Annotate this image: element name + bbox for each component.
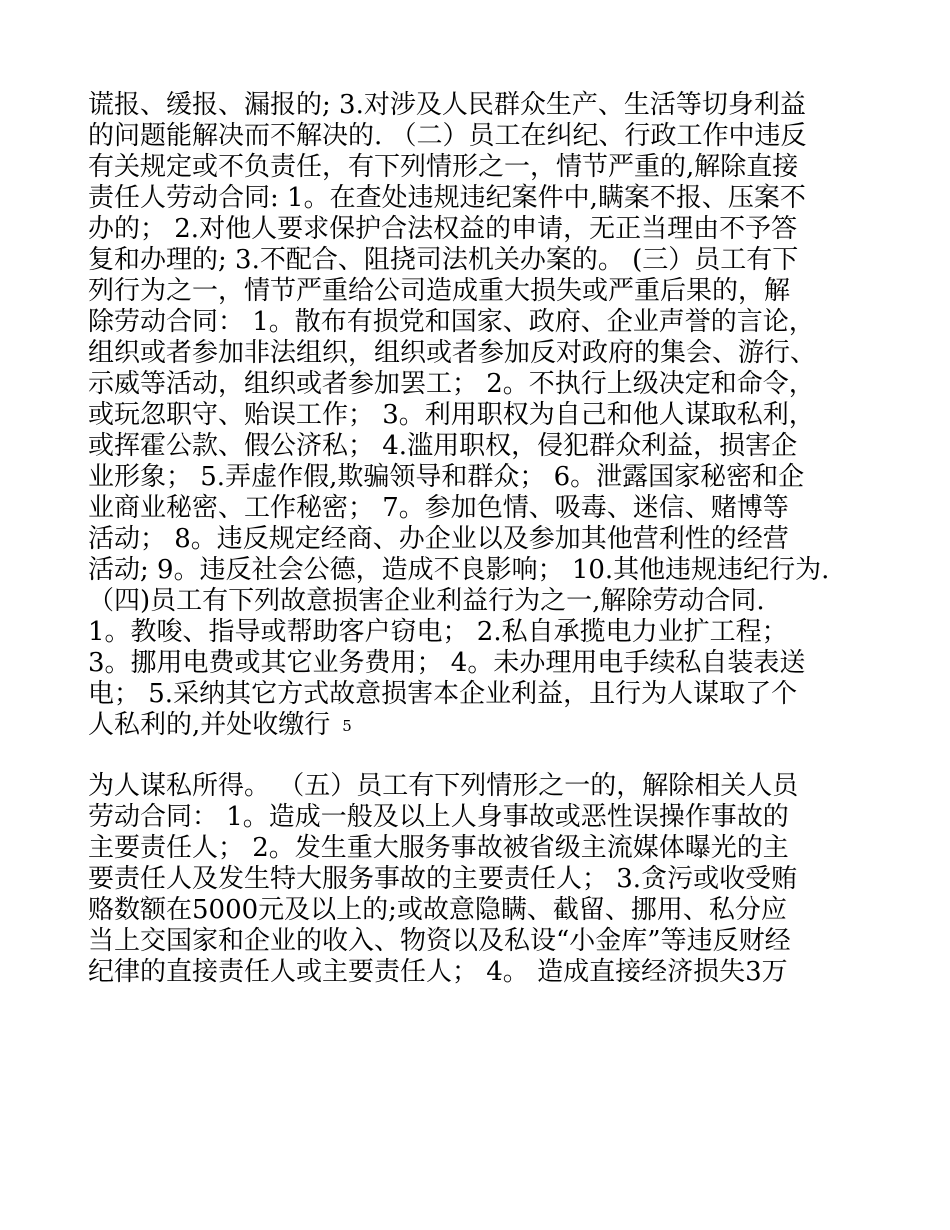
text-line: 3。挪用电费或其它业务费用； 4。未办理用电手续私自装表送 (88, 648, 806, 678)
text-line: 纪律的直接责任人或主要责任人； 4。 造成直接经济损失3万 (88, 957, 788, 987)
page-break-gap (88, 741, 878, 771)
text-line: 示威等活动，组织或者参加罢工； 2。不执行上级决定和命令， (88, 369, 815, 399)
paragraph-block-2 (88, 771, 878, 988)
text-line: 责任人劳动合同: 1。在查处违规违纪案件中,瞒案不报、压案不 (88, 183, 806, 213)
text-line: 1。教唆、指导或帮助客户窃电； 2.私自承揽电力业扩工程； (88, 617, 788, 647)
text-line: 办的； 2.对他人要求保护合法权益的申请，无正当理由不予答 (88, 214, 798, 244)
text-line: 谎报、缓报、漏报的; 3.对涉及人民群众生产、生活等切身利益 (88, 90, 806, 120)
text-line: 的问题能解决而不解决的. （二）员工在纠纪、行政工作中违反 (88, 121, 807, 151)
text-line: 除劳动合同： 1。散布有损党和国家、政府、企业声誉的言论， (88, 307, 815, 337)
text-line: 复和办理的; 3.不配合、阻挠司法机关办案的。 (三）员工有下 (88, 245, 799, 275)
text-line: 电； 5.采纳其它方式故意损害本企业利益，且行为人谋取了个 (88, 679, 798, 709)
text-line: 要责任人及发生特大服务事故的主要责任人； 3.贪污或收受贿 (88, 864, 798, 894)
document-page (88, 90, 878, 988)
text-line-with-page-number (88, 710, 878, 741)
text-line: 活动； 8。违反规定经商、办企业以及参加其他营利性的经营 (88, 524, 789, 554)
text-line: 人私利的,并处收缴行 (88, 710, 331, 740)
text-line: 当上交国家和企业的收入、物资以及私设“小金库”等违反财经 (88, 926, 791, 956)
text-line: 或挥霍公款、假公济私； 4.滥用职权，侵犯群众利益，损害企 (88, 431, 798, 461)
text-line: 列行为之一，情节严重给公司造成重大损失或严重后果的，解 (88, 276, 791, 306)
text-line: 主要责任人； 2。发生重大服务事故被省级主流媒体曝光的主 (88, 833, 789, 863)
text-line: （四)员工有下列故意损害企业利益行为之一,解除劳动合同. (88, 586, 765, 616)
text-line: 组织或者参加非法组织，组织或者参加反对政府的集会、游行、 (88, 338, 817, 368)
text-line: 赂数额在5000元及以上的;或故意隐瞒、截留、挪用、私分应 (88, 895, 787, 925)
paragraph-block-1 (88, 90, 878, 741)
text-line: 有关规定或不负责任，有下列情形之一，情节严重的,解除直接 (88, 152, 799, 182)
text-line: 业商业秘密、工作秘密； 7。参加色情、吸毒、迷信、赌博等 (88, 493, 789, 523)
text-line: 劳动合同： 1。造成一般及以上人身事故或恶性误操作事故的 (88, 802, 789, 832)
text-line: 为人谋私所得。 （五）员工有下列情形之一的，解除相关人员 (88, 771, 799, 801)
text-line: 业形象； 5.弄虚作假,欺骗领导和群众； 6。泄露国家秘密和企 (88, 462, 805, 492)
text-line: 或玩忽职守、贻误工作； 3。利用职权为自己和他人谋取私利， (88, 400, 815, 430)
text-line: 活动; 9。违反社会公德，造成不良影响； 10.其他违规违纪行为. (88, 555, 830, 585)
page-number: 5 (342, 717, 352, 735)
